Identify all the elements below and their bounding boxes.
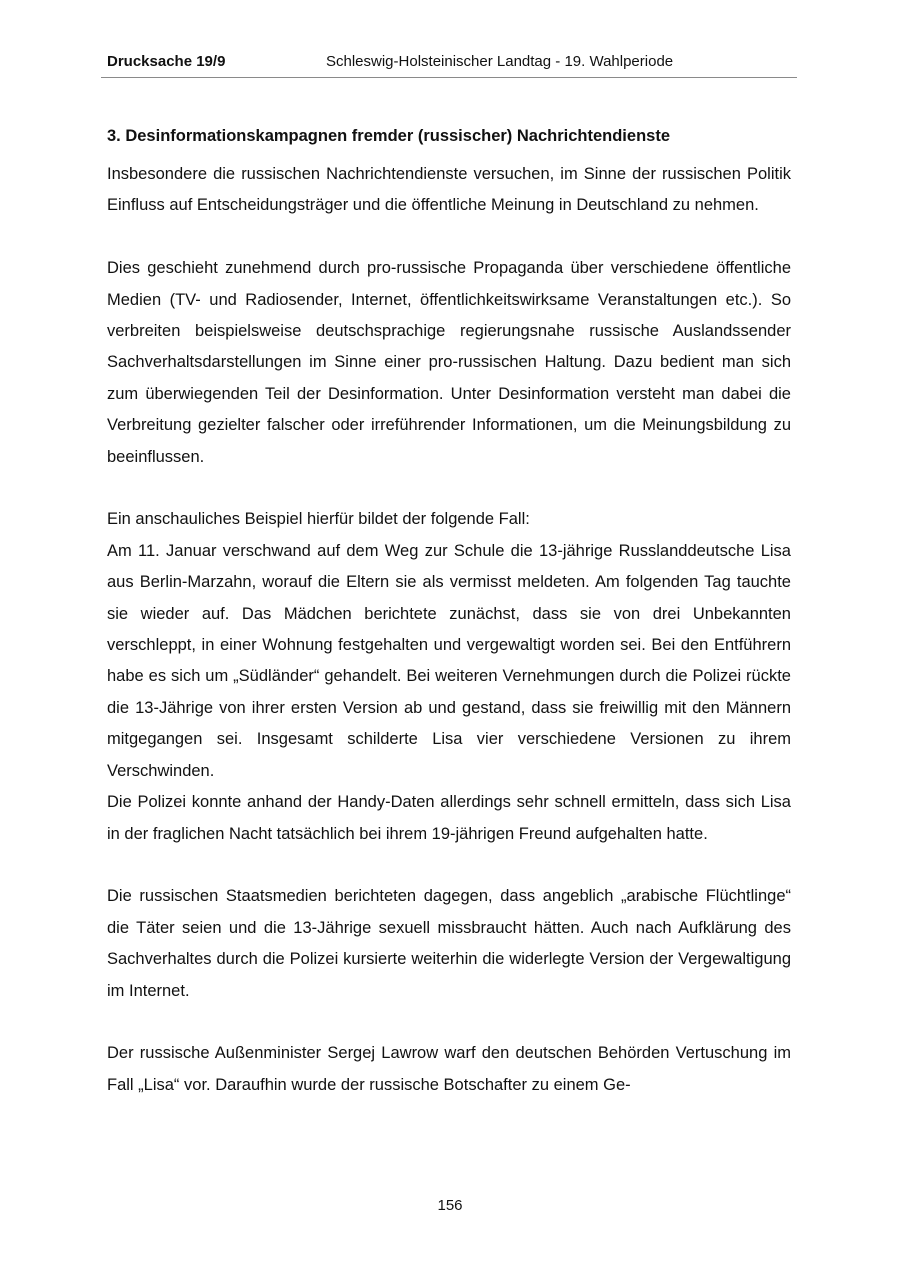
paragraph-spacer <box>107 1007 791 1038</box>
paragraph-lisa-case: Am 11. Januar verschwand auf dem Weg zur Schule die 13-jährige Russlanddeutsche Lisa aus Berlin-Marzahn, worauf die Eltern sie als vermisst meldeten. Am folgenden Tag tauchte sie wieder auf. Das Mädchen berichtete zunächst, dass sie von drei Unbekannten verschleppt, in einer Wohnung festgehalten und vergewaltigt worden sei. Bei den Entführern habe es sich um „Südländer“ gehandelt. Bei weiteren Vernehmungen durch die Polizei rückte die 13-Jährige von ihrer ersten Version ab und gestand, dass sie freiwillig mit den Männern mitgegangen sei. Insgesamt schilderte Lisa vier verschiedene Versionen zu ihrem Verschwinden. <box>107 541 791 780</box>
section-heading: 3. Desinformationskampagnen fremder (russischer) Nachrichtendienste <box>107 127 670 145</box>
paragraph-police-findings: Die Polizei konnte anhand der Handy-Daten allerdings sehr schnell ermitteln, dass sich Lisa in der fraglichen Nacht tatsächlich bei ihrem 19-jährigen Freund aufgehalten hatte. <box>107 793 791 843</box>
document-body <box>107 122 791 1101</box>
paragraph-russian-media: Die russischen Staatsmedien berichteten dagegen, dass angeblich „arabische Flüchtlinge“ die Täter seien und die 13-Jährige sexuell missbraucht hätten. Auch nach Aufklärung des Sachverhaltes durch die Polizei kursierte weiterhin die widerlegte Version der Vergewaltigung im Internet. <box>107 887 791 1000</box>
page-number: 156 <box>437 1197 463 1214</box>
paragraph-intro: Insbesondere die russischen Nachrichtendienste versuchen, im Sinne der russischen Politik Einfluss auf Entscheidungsträger und die öffentliche Meinung in Deutschland zu nehmen. <box>107 165 791 215</box>
parliament-title: Schleswig-Holsteinischer Landtag - 19. Wahlperiode <box>326 53 674 70</box>
paragraph-lawrow: Der russische Außenminister Sergej Lawrow warf den deutschen Behörden Vertuschung im Fall „Lisa“ vor. Daraufhin wurde der russische Botschafter zu einem Ge- <box>107 1044 791 1094</box>
paragraph-example-intro: Ein anschauliches Beispiel hierfür bildet der folgende Fall: <box>107 510 530 529</box>
paragraph-spacer <box>107 473 791 504</box>
page-header <box>101 48 797 78</box>
paragraph-spacer <box>107 222 791 253</box>
paragraph-propaganda: Dies geschieht zunehmend durch pro-russische Propaganda über verschiedene öffentliche Medien (TV- und Radiosender, Internet, öffentlichkeitswirksame Veranstaltungen etc.). So verbreiten beispielsweise deutschsprachige regierungsnahe russische Auslandssender Sachverhaltsdarstellungen im Sinne einer pro-russischen Haltung. Dazu bedient man sich zum überwiegenden Teil der Desinformation. Unter Desinformation versteht man dabei die Verbreitung gezielter falscher oder irreführender Informationen, um die Meinungsbildung zu beeinflussen. <box>107 259 791 466</box>
paragraph-spacer <box>107 850 791 881</box>
document-number: Drucksache 19/9 <box>107 53 226 70</box>
